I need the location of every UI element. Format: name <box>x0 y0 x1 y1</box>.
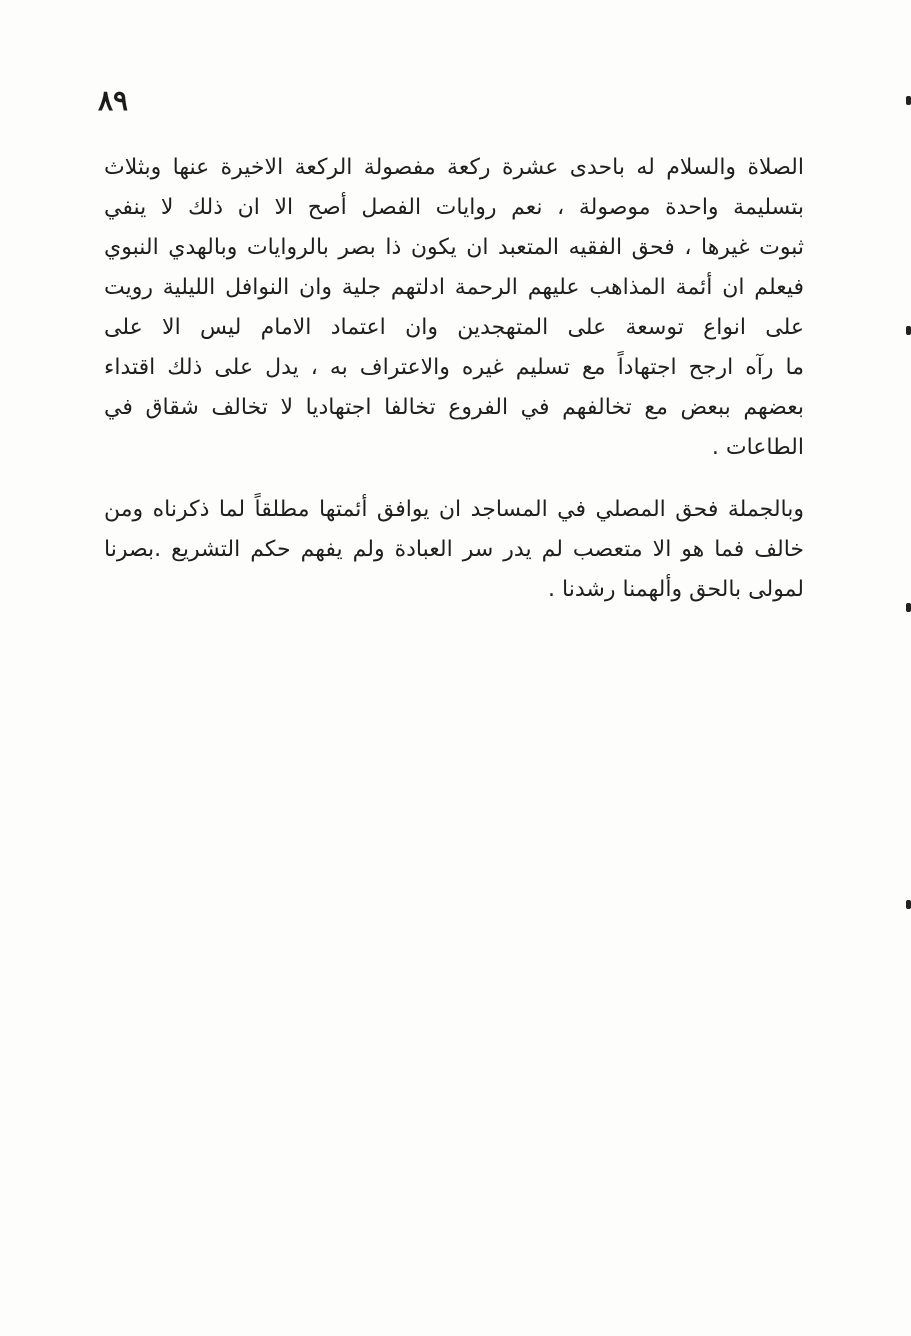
page-number: ٨٩ <box>98 84 129 117</box>
scan-edge-mark <box>906 96 911 105</box>
text-line: خالف فما هو الا متعصب لم يدر سر العبادة ولم يفهم حكم التشريع .بصرنا <box>104 537 804 562</box>
scan-edge-mark <box>906 326 911 335</box>
paragraph-2 <box>104 490 804 610</box>
text-line: ما رآه ارجح اجتهاداً مع تسليم غيره والاعتراف به ، يدل على ذلك اقتداء <box>104 355 804 380</box>
text-line: بعضهم ببعض مع تخالفهم في الفروع تخالفا اجتهاديا لا تخالف شقاق في <box>104 395 804 420</box>
text-line: وبالجملة فحق المصلي في المساجد ان يوافق أئمتها مطلقاً لما ذكرناه ومن <box>104 497 804 522</box>
text-line: بتسليمة واحدة موصولة ، نعم روايات الفصل أصح الا ان ذلك لا ينفي <box>104 195 804 220</box>
text-line: ثبوت غيرها ، فحق الفقيه المتعبد ان يكون ذا بصر بالروايات وبالهدي النبوي <box>104 235 804 260</box>
scan-edge-mark <box>906 900 911 909</box>
scan-edge-mark <box>906 603 911 612</box>
text-line: الطاعات . <box>711 435 804 460</box>
text-line: لمولى بالحق وألهمنا رشدنا . <box>548 577 804 602</box>
text-line: على انواع توسعة على المتهجدين وان اعتماد الامام ليس الا على <box>104 315 804 340</box>
text-line: فيعلم ان أئمة المذاهب عليهم الرحمة ادلتهم جلية وان النوافل الليلية رويت <box>104 275 804 300</box>
text-line: الصلاة والسلام له باحدى عشرة ركعة مفصولة الركعة الاخيرة عنها وبثلاث <box>104 155 804 180</box>
paragraph-1 <box>104 148 804 468</box>
